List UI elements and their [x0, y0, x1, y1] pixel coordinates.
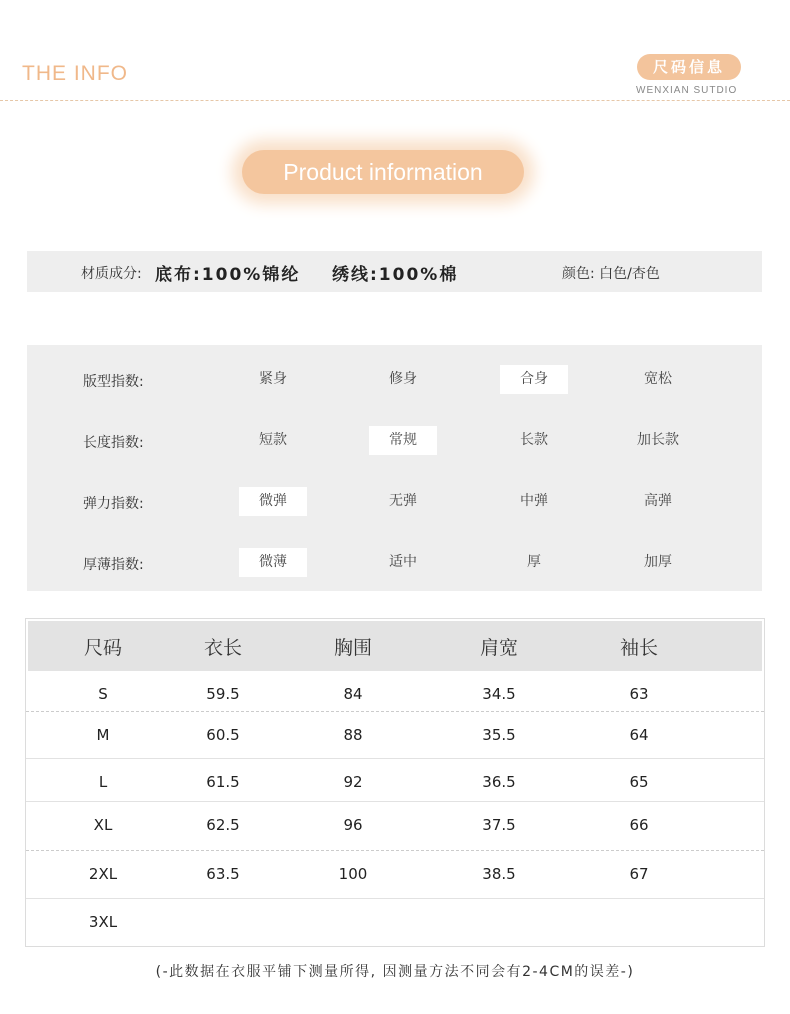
table-cell: 62.5 [206, 816, 240, 834]
column-header: 袖长 [619, 637, 658, 659]
table-cell: 96 [343, 816, 363, 834]
index-option: 中弹 [520, 493, 548, 509]
table-cell: 63 [629, 685, 649, 703]
table-cell: 63.5 [206, 865, 240, 883]
index-option: 厚 [527, 554, 541, 570]
table-cell: 65 [629, 773, 649, 791]
index-option: 修身 [389, 371, 417, 387]
table-row [26, 899, 764, 945]
column-header: 胸围 [333, 637, 372, 659]
table-cell: 34.5 [482, 685, 516, 703]
table-row [26, 712, 764, 759]
table-cell: 3XL [88, 913, 118, 931]
column-header: 尺码 [83, 637, 122, 659]
table-cell: S [98, 685, 108, 703]
material-thread: 绣线:100%棉 [332, 265, 459, 285]
material-label: 材质成分: [81, 266, 142, 282]
material-color: 颜色: 白色/杏色 [562, 266, 660, 282]
index-option: 适中 [389, 554, 417, 570]
index-option: 长款 [520, 432, 548, 448]
studio-name: WENXIAN SUTDIO [636, 85, 738, 96]
column-header: 衣长 [203, 637, 242, 659]
index-option: 紧身 [259, 371, 287, 387]
index-label: 厚薄指数: [83, 557, 144, 573]
index-label: 版型指数: [83, 374, 144, 390]
table-cell: L [98, 773, 108, 791]
table-row [26, 671, 764, 712]
header-title: THE INFO [22, 62, 128, 85]
index-option: 高弹 [644, 493, 672, 509]
table-row [26, 851, 764, 899]
table-cell: 92 [343, 773, 363, 791]
size-table [25, 618, 765, 947]
column-header: 肩宽 [479, 637, 518, 659]
table-cell: 35.5 [482, 726, 516, 744]
size-table-header [28, 621, 762, 671]
index-option-selected: 常规 [369, 426, 437, 455]
index-option-selected: 微弹 [239, 487, 307, 516]
table-cell: 60.5 [206, 726, 240, 744]
product-information-title: Product information [242, 150, 524, 194]
table-row [26, 759, 764, 802]
fit-index-panel [27, 345, 762, 591]
size-info-badge: 尺码信息 [637, 54, 741, 80]
index-option: 加长款 [637, 432, 679, 448]
table-cell: 67 [629, 865, 649, 883]
index-option: 宽松 [644, 371, 672, 387]
header-divider [0, 100, 790, 101]
table-cell: 38.5 [482, 865, 516, 883]
table-cell: 37.5 [482, 816, 516, 834]
table-cell: 59.5 [206, 685, 240, 703]
index-option: 无弹 [389, 493, 417, 509]
measurement-note: (-此数据在衣服平铺下测量所得, 因测量方法不同会有2-4CM的误差-) [155, 964, 635, 980]
index-option-selected: 微薄 [239, 548, 307, 577]
index-option: 短款 [259, 432, 287, 448]
index-option: 加厚 [644, 554, 672, 570]
table-cell: 64 [629, 726, 649, 744]
table-row [26, 802, 764, 851]
table-cell: M [96, 726, 110, 744]
index-label: 长度指数: [83, 435, 144, 451]
material-bar [27, 251, 762, 292]
table-cell: XL [93, 816, 113, 834]
table-cell: 61.5 [206, 773, 240, 791]
table-cell: 88 [343, 726, 363, 744]
material-base-fabric: 底布:100%锦纶 [155, 265, 301, 285]
table-cell: 2XL [88, 865, 118, 883]
table-cell: 100 [338, 865, 368, 883]
table-cell: 36.5 [482, 773, 516, 791]
table-cell: 84 [343, 685, 363, 703]
table-cell: 66 [629, 816, 649, 834]
index-option-selected: 合身 [500, 365, 568, 394]
index-label: 弹力指数: [83, 496, 144, 512]
